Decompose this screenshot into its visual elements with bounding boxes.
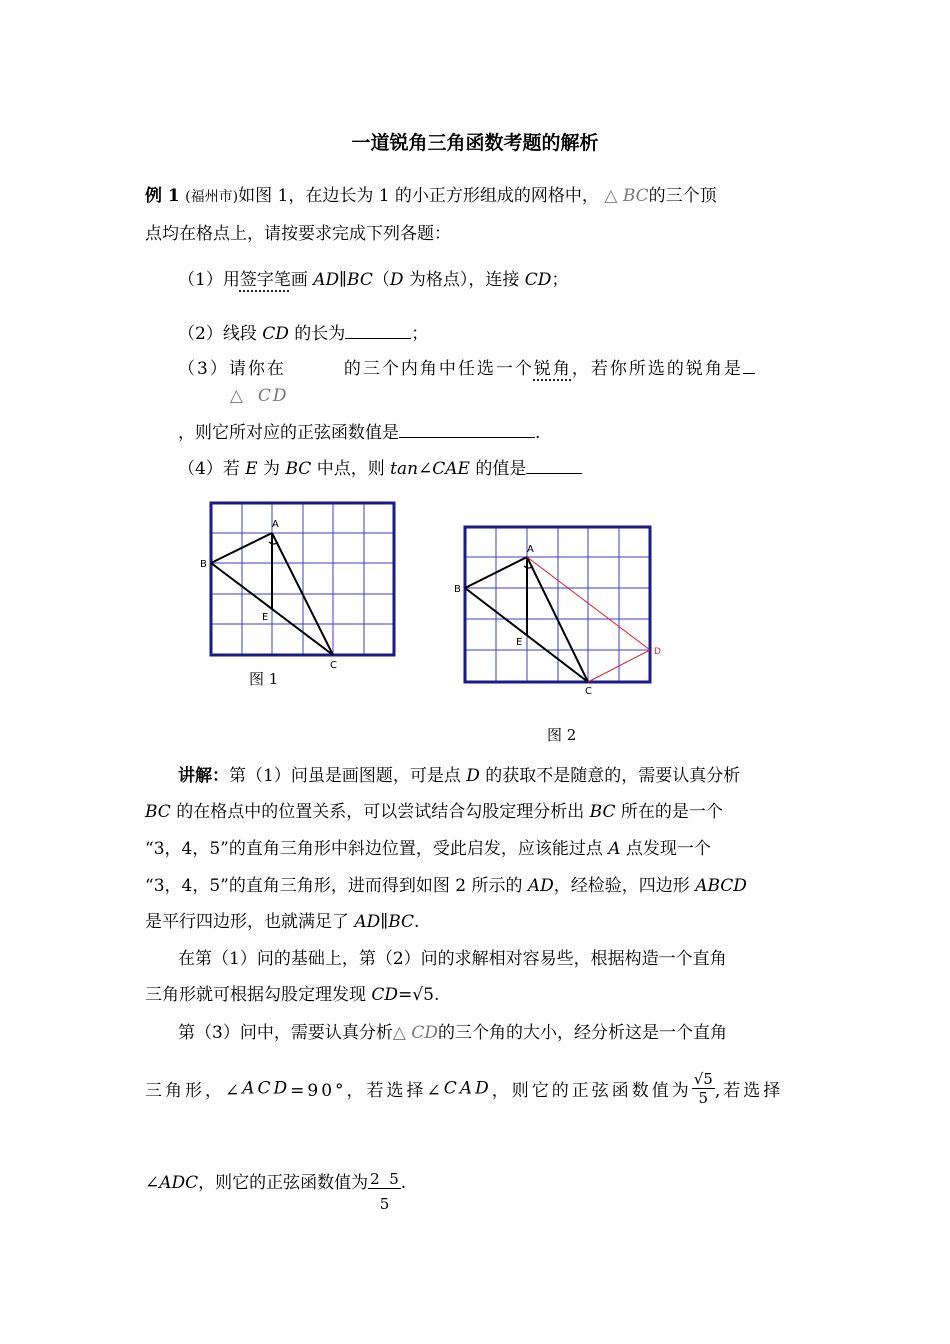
triangle-symbol: △ xyxy=(604,186,623,206)
fraction-2sqrt5-over-5 xyxy=(368,1170,401,1213)
q4-prefix: （4）若 xyxy=(178,459,246,479)
q3-emphasis: 锐角 xyxy=(533,359,572,379)
q4-tan: tan∠CAE xyxy=(390,459,470,479)
q1-prefix: （1）用 xyxy=(178,270,240,290)
q1-end: ； xyxy=(551,270,569,290)
figure-1 xyxy=(196,496,406,692)
point-e-label: E xyxy=(262,612,269,623)
solution-p3-line-2 xyxy=(145,1070,783,1107)
solution-line-5 xyxy=(145,907,419,932)
answer-blank-q2[interactable] xyxy=(345,324,411,339)
q3-end: . xyxy=(535,423,541,443)
s-adc: ADC xyxy=(159,1173,199,1193)
q4-bc: BC xyxy=(285,459,312,479)
example-text-tail: 的三个顶 xyxy=(648,186,717,206)
solution-line-4 xyxy=(145,871,747,896)
fraction-numerator: 2 5 xyxy=(370,1170,399,1188)
question-4 xyxy=(178,454,582,479)
s-text: “3，4，5”的直角三角形，进而得到如图 2 所示的 xyxy=(145,876,528,896)
q3-post2: ，若你所选的锐角是 xyxy=(571,359,743,379)
s-a: A xyxy=(608,839,621,859)
s-triangle-name: CD xyxy=(411,1023,438,1043)
point-b-label-2: B xyxy=(454,584,461,595)
solution-p3-line-3 xyxy=(145,1168,406,1213)
q4-mid2: 中点，则 xyxy=(311,459,391,479)
point-c-label-2: C xyxy=(585,686,592,697)
solution-p2-line-2 xyxy=(145,980,439,1005)
fraction-denominator: 5 xyxy=(379,1195,390,1213)
point-e-label-2: E xyxy=(516,637,523,648)
s-text: 所在的是一个 xyxy=(615,802,723,822)
s-text: . xyxy=(433,985,440,1005)
s-text: “3，4，5”的直角三角形中斜边位置，受此启发，应该能过点 xyxy=(145,839,609,859)
q1-cd: CD xyxy=(524,270,552,290)
s-text: =90°，若选择∠ xyxy=(290,1081,444,1101)
s-text: ，则它的正弦函数值为 xyxy=(198,1173,369,1193)
s-bc: BC xyxy=(145,802,171,822)
s-text: 的在格点中的位置关系，可以尝试结合勾股定理分析出 xyxy=(170,802,590,822)
page-title: 一道锐角三角函数考题的解析 xyxy=(351,132,599,154)
q1-bc: BC xyxy=(347,270,373,290)
q3-post: 的三个内角中任选一个 xyxy=(343,359,534,379)
question-3-line-2 xyxy=(178,418,540,443)
q4-mid: 为 xyxy=(257,459,286,479)
q1-ad: AD xyxy=(313,270,340,290)
s-text: 是平行四边形，也就满足了 xyxy=(145,912,355,932)
point-c-label: C xyxy=(330,660,337,671)
example-line-1 xyxy=(145,181,717,206)
s-text: 第（1）问虽是画图题，可是点 xyxy=(229,766,467,786)
fraction-denominator: 5 xyxy=(698,1089,709,1107)
solution-line-2 xyxy=(145,797,723,822)
q2-cd: CD xyxy=(262,324,289,344)
s-text: 的获取不是随意的，需要认真分析 xyxy=(479,766,741,786)
q1-d: D xyxy=(389,270,404,290)
answer-blank-q3-angle[interactable] xyxy=(743,359,755,374)
s-bc: BC xyxy=(388,912,415,932)
question-3 xyxy=(178,354,755,406)
q1-post: （ xyxy=(372,270,390,290)
s-acd: ACD xyxy=(242,1078,291,1099)
s-cd: CD xyxy=(371,985,399,1005)
s-text: . xyxy=(414,912,420,932)
figure-2 xyxy=(452,520,672,698)
point-a-label-2: A xyxy=(527,544,534,555)
q3-line2: ，则它所对应的正弦函数值是 xyxy=(178,423,399,443)
q1-parallel: ∥ xyxy=(339,270,348,290)
point-b-label: B xyxy=(200,559,207,570)
s-text: ，则它的正弦函数值为 xyxy=(491,1081,692,1101)
s-bc: BC xyxy=(589,802,616,822)
q4-post: 的值是 xyxy=(469,459,527,479)
example-label: 例 1 xyxy=(145,186,180,206)
solution-p3-line-1 xyxy=(178,1018,727,1043)
q3-prefix: （3）请你在 xyxy=(178,359,286,379)
example-line-2: 点均在格点上，请按要求完成下列各题： xyxy=(145,224,451,244)
s-angle: ∠ xyxy=(145,1173,160,1193)
s-text: 第（3）问中，需要认真分析 xyxy=(178,1023,393,1043)
s-text: . xyxy=(400,1173,407,1193)
answer-blank-q4[interactable] xyxy=(526,459,582,474)
s-ad: AD xyxy=(527,876,554,896)
solution-label: 讲解： xyxy=(178,766,229,786)
question-1 xyxy=(178,265,568,290)
fraction-sqrt5-over-5 xyxy=(692,1070,715,1107)
s-sqrt5: √5 xyxy=(412,985,434,1005)
s-parallel: ∥ xyxy=(380,912,389,932)
s-text: 点发现一个 xyxy=(620,839,711,859)
fraction-numerator: √5 xyxy=(693,1070,713,1088)
answer-blank-q3-sine[interactable] xyxy=(399,423,535,438)
s-eq: = xyxy=(398,985,413,1005)
q3-triangle-symbol: △ xyxy=(229,386,245,406)
s-cad: CAD xyxy=(443,1078,492,1099)
q1-post2: 为格点），连接 xyxy=(403,270,525,290)
solution-p2-line-1: 在第（1）问的基础上，第（2）问的求解相对容易些，根据构造一个直角 xyxy=(178,949,727,969)
figure-1-caption: 图 1 xyxy=(249,670,279,688)
point-a-label: A xyxy=(272,519,279,530)
q2-post: 的长为 xyxy=(288,324,346,344)
question-2 xyxy=(178,319,428,344)
example-text: 如图 1，在边长为 1 的小正方形组成的网格中， xyxy=(238,186,599,206)
solution-line-3 xyxy=(145,834,711,859)
q2-end: ； xyxy=(411,324,429,344)
figure-2-caption: 图 2 xyxy=(547,726,577,744)
s-text: 三角形就可根据勾股定理发现 xyxy=(145,985,372,1005)
s-abcd: ABCD xyxy=(695,876,747,896)
s-text: 三角形，∠ xyxy=(145,1081,243,1101)
s-text: ,若选择 xyxy=(714,1081,784,1101)
q1-mid: 画 xyxy=(290,270,314,290)
solution-line-1 xyxy=(178,761,740,786)
point-d-label: D xyxy=(654,647,661,657)
s-text: ，经检验，四边形 xyxy=(553,876,696,896)
q3-triangle-name: CD xyxy=(257,386,289,406)
q2-prefix: （2）线段 xyxy=(178,324,263,344)
s-triangle-symbol: △ xyxy=(392,1023,412,1043)
example-source: (福州市) xyxy=(185,189,239,205)
q4-e: E xyxy=(245,459,258,479)
s-text: 的三个角的大小，经分析这是一个直角 xyxy=(437,1023,727,1043)
q1-emphasis: 签字笔 xyxy=(239,270,291,290)
s-d: D xyxy=(466,766,480,786)
triangle-name: BC xyxy=(622,186,649,206)
s-ad: AD xyxy=(354,912,381,932)
